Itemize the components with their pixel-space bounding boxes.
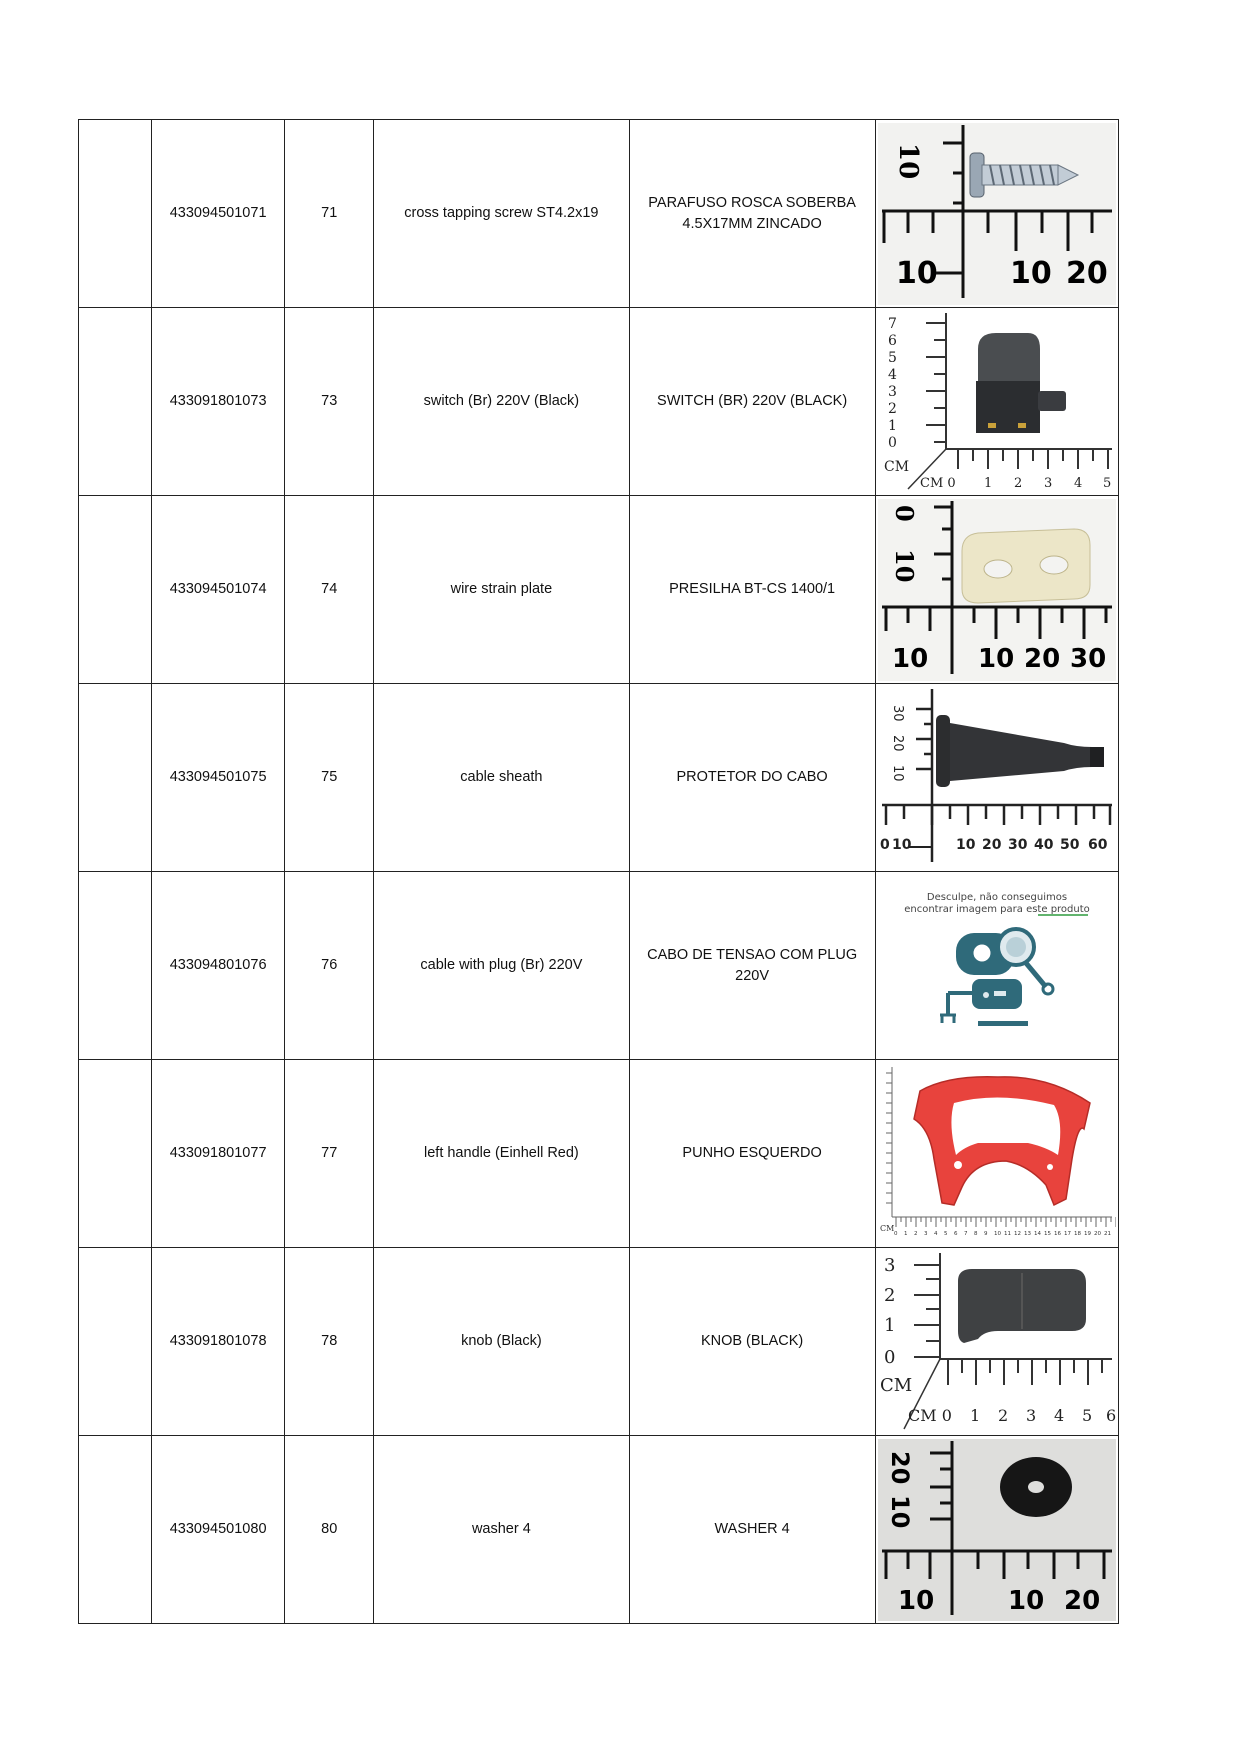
part-name-en: switch (Br) 220V (Black) [374,308,629,496]
empty-cell [79,308,152,496]
part-name-en: cable with plug (Br) 220V [374,872,629,1060]
table-row [79,684,1119,872]
part-code: 433091801073 [152,308,285,496]
photo-cell [875,308,1118,496]
ruler-label: 20 [1065,255,1108,291]
ruler-label: 4 [1053,1405,1065,1425]
ruler-label: 0 [883,1346,896,1368]
part-code: 433094501071 [152,120,285,308]
placeholder-text: encontrar imagem para este produto [904,903,1090,915]
ruler-label: 0 [893,1230,898,1237]
ruler-label: 20 [1023,643,1061,674]
ruler-label: 1 [983,475,993,491]
ruler-label: 10 [993,1230,1001,1237]
ruler-label: 10 [885,1494,914,1528]
part-code: 433094501080 [152,1436,285,1624]
ruler-label: 10 [895,255,938,291]
ruler-label: 1 [883,1314,896,1336]
ruler-label: 20 [1093,1230,1101,1237]
ruler-label: 2 [883,1284,896,1306]
part-name-pt: CABO DE TENSAO COM PLUG 220V [629,872,875,1060]
ruler-label: 3 [1043,475,1053,491]
ruler-label: 30 [889,704,905,722]
part-position: 78 [285,1248,374,1436]
photo-cell [875,120,1118,308]
empty-cell [79,1248,152,1436]
empty-cell [79,872,152,1060]
ruler-label: 10 [897,1585,935,1616]
ruler-label: 5 [1102,475,1112,491]
ruler-label: 10 [955,836,976,853]
part-code: 433094801076 [152,872,285,1060]
ruler-label: 0 [887,434,897,451]
washer-icon [1000,1457,1072,1517]
part-code: 433094501075 [152,684,285,872]
ruler-label: 40 [1033,836,1054,853]
ruler-label: 6 [887,332,897,349]
ruler-label: 20 [885,1450,914,1484]
ruler-label: 60 [1087,836,1108,853]
ruler-label: 15 [1043,1230,1051,1237]
ruler-label: 6 [953,1230,958,1237]
ruler-label: 20 [889,734,905,752]
part-name-en: cross tapping screw ST4.2x19 [374,120,629,308]
part-position: 71 [285,120,374,308]
ruler-label: 3 [1025,1405,1037,1425]
part-name-pt: PROTETOR DO CABO [629,684,875,872]
ruler-label: 7 [887,315,897,332]
ruler-label: 13 [1023,1230,1031,1237]
part-name-pt: PARAFUSO ROSCA SOBERBA 4.5X17MM ZINCADO [629,120,875,308]
part-name-pt: SWITCH (BR) 220V (BLACK) [629,308,875,496]
empty-cell [79,496,152,684]
ruler-label: 9 [983,1230,988,1237]
ruler-label: 0 [889,504,919,522]
ruler-label: 2 [1013,475,1023,491]
ruler-label: 8 [973,1230,978,1237]
table-row [79,496,1119,684]
ruler-label: 10 [889,764,905,782]
ruler-label: 18 [1073,1230,1081,1237]
ruler-label: CM [883,458,909,475]
part-name-pt: WASHER 4 [629,1436,875,1624]
ruler-label: 4 [887,366,897,383]
ruler-label: 21 [1103,1230,1111,1237]
empty-cell [79,120,152,308]
photo-cell [875,1060,1118,1248]
ruler-label: 10 [1007,1585,1045,1616]
no-image-placeholder [878,875,1116,1057]
ruler-label: 16 [1053,1230,1061,1237]
ruler-label: 3 [923,1230,928,1237]
ruler-label: 3 [887,383,897,400]
part-position: 80 [285,1436,374,1624]
empty-cell [79,1060,152,1248]
table-row [79,308,1119,496]
part-name-en: knob (Black) [374,1248,629,1436]
ruler-label: 2 [997,1405,1009,1425]
table-row [79,872,1119,1060]
ruler-label: 19 [1083,1230,1091,1237]
part-code: 433091801078 [152,1248,285,1436]
ruler-label: 5 [943,1230,948,1237]
part-name-en: cable sheath [374,684,629,872]
part-position: 76 [285,872,374,1060]
ruler-label: 0 [879,836,890,853]
ruler-label: 1 [887,417,897,434]
photo-cell [875,1248,1118,1436]
switch-photo [878,311,1116,493]
ruler-label: 4 [1073,475,1083,491]
photo-cell [875,496,1118,684]
knob-photo [878,1251,1116,1433]
ruler-label: CM [879,1374,913,1396]
part-position: 73 [285,308,374,496]
part-position: 75 [285,684,374,872]
part-name-en: washer 4 [374,1436,629,1624]
ruler-label: 10 [977,643,1015,674]
part-name-en: left handle (Einhell Red) [374,1060,629,1248]
photo-cell [875,684,1118,872]
ruler-label: 30 [1069,643,1107,674]
sheath-photo [878,687,1116,869]
washer-photo [878,1439,1116,1621]
table-row [79,1436,1119,1624]
empty-cell [79,684,152,872]
strain-plate-icon [962,529,1090,603]
part-code: 433091801077 [152,1060,285,1248]
ruler-label: 12 [1013,1230,1021,1237]
table-row [79,120,1119,308]
placeholder-text: Desculpe, não conseguimos [926,891,1067,903]
ruler-label: 50 [1059,836,1080,853]
ruler-label: 10 [891,643,929,674]
table-row [79,1248,1119,1436]
ruler-label: 30 [1007,836,1028,853]
part-name-pt: PUNHO ESQUERDO [629,1060,875,1248]
ruler-label: 10 [892,142,923,179]
ruler-label: 11 [1003,1230,1011,1237]
table-row [79,1060,1119,1248]
part-name-pt: KNOB (BLACK) [629,1248,875,1436]
ruler-label: CM 0 [919,475,956,491]
ruler-label: 5 [1081,1405,1093,1425]
ruler-label: 6 [1105,1405,1116,1425]
part-name-en: wire strain plate [374,496,629,684]
photo-cell [875,1436,1118,1624]
ruler-label: 10 [891,836,912,853]
ruler-label: 4 [933,1230,938,1237]
ruler-label: 20 [1063,1585,1101,1616]
ruler-label: 1 [969,1405,981,1425]
ruler-label: CM [879,1223,895,1233]
ruler-label: 2 [887,400,897,417]
part-position: 74 [285,496,374,684]
photo-cell [875,872,1118,1060]
empty-cell [79,1436,152,1624]
ruler-label: 10 [889,548,919,582]
ruler-label: 3 [883,1254,896,1276]
ruler-label: 7 [963,1230,968,1237]
ruler-label: 1 [903,1230,908,1237]
ruler-label: 14 [1033,1230,1041,1237]
ruler-label: 17 [1063,1230,1071,1237]
ruler-label: CM 0 [907,1405,952,1425]
parts-table [78,119,1119,1624]
screw-photo [878,123,1116,305]
handle-photo [878,1063,1116,1245]
part-position: 77 [285,1060,374,1248]
ruler-label: 5 [887,349,897,366]
part-name-pt: PRESILHA BT-CS 1400/1 [629,496,875,684]
part-code: 433094501074 [152,496,285,684]
ruler-label: 2 [913,1230,918,1237]
plate-photo [878,499,1116,681]
ruler-label: 10 [1009,255,1052,291]
ruler-label: 20 [981,836,1002,853]
